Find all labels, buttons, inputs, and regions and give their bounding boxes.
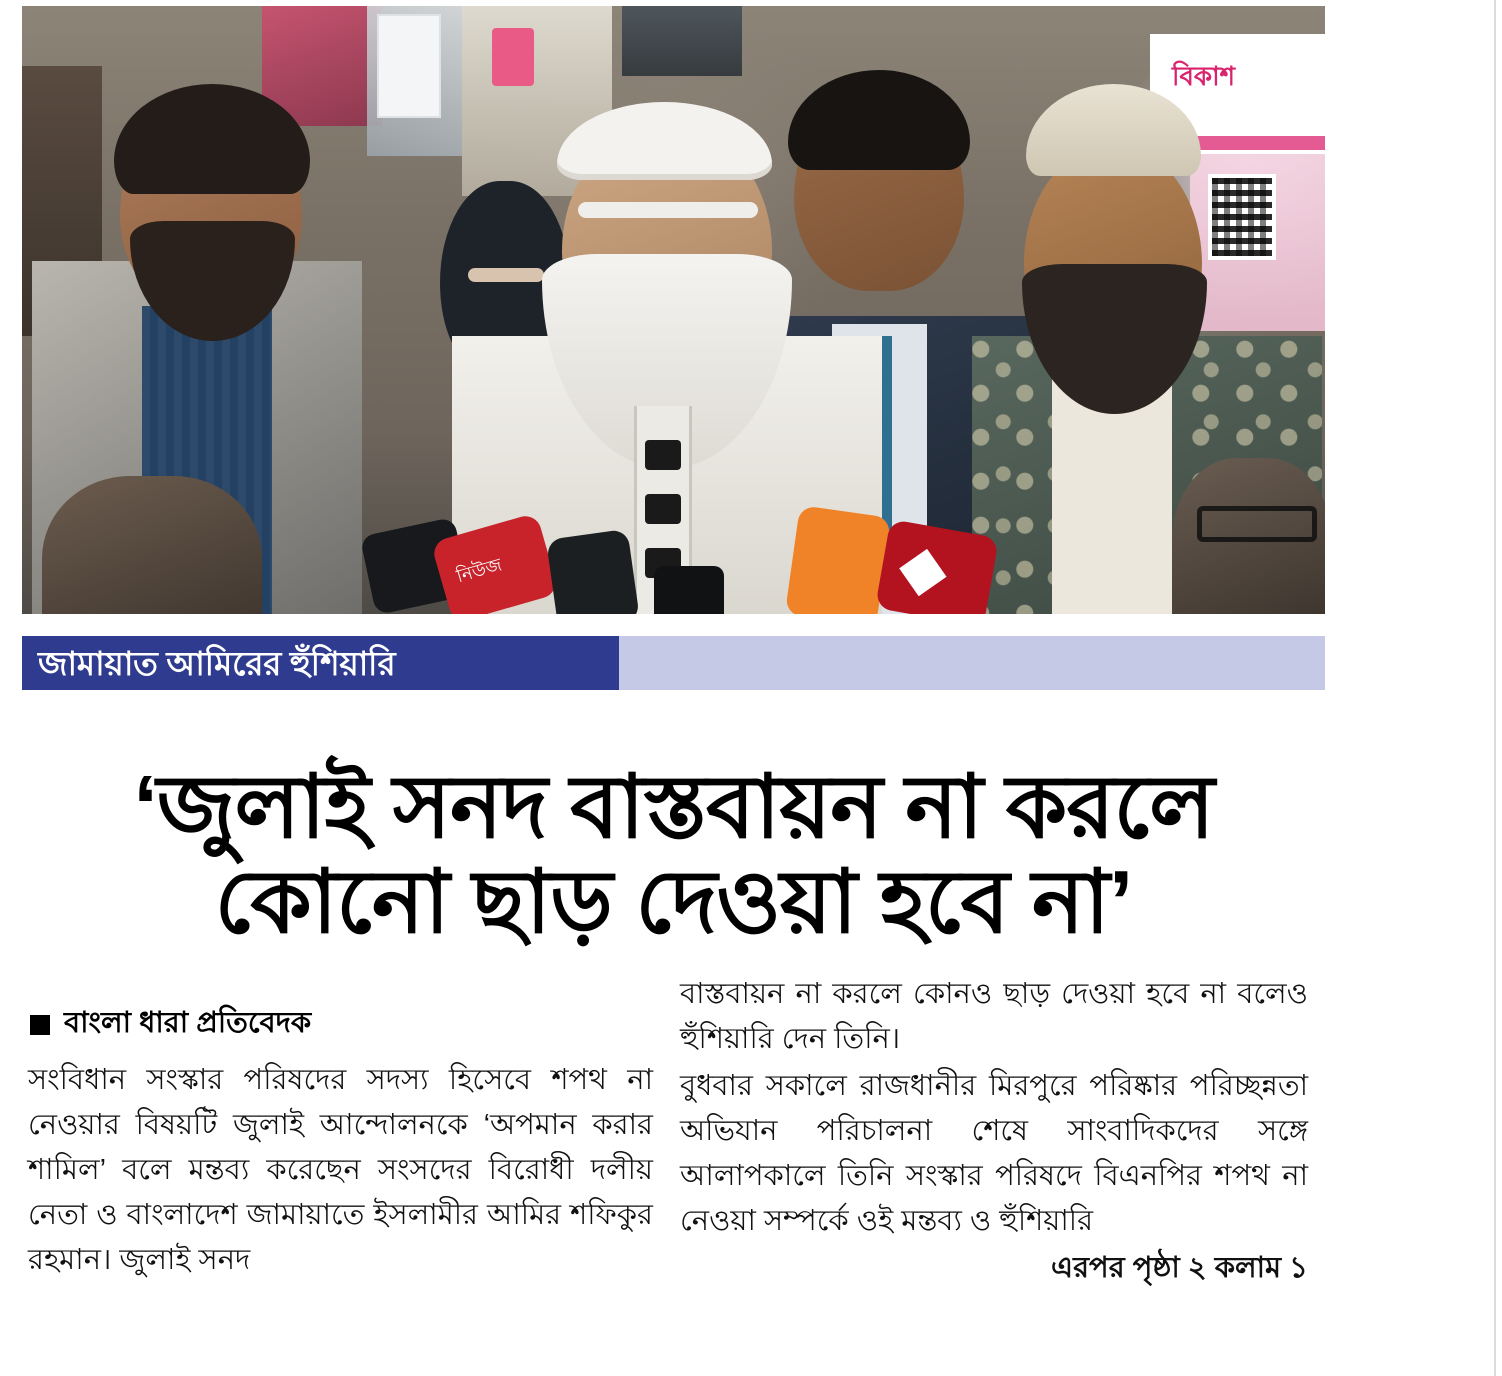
microphone-orange [785, 505, 891, 614]
shop-sign-c [377, 14, 441, 118]
body-paragraph: সংবিধান সংস্কার পরিষদের সদস্য হিসেবে শপথ না নেওয়ার বিষয়টি জুলাই আন্দোলনকে ‘অপমান করার শামিল’ বলে মন্তব্য করেছেন সংসদের বিরোধী দলীয় নেতা ও বাংলাদেশ জামায়াতে ইসলামীর আমির শফিকুর রহমান। জুলাই সনদ [28, 1064, 653, 1276]
headline-line-2: কোনো ছাড় দেওয়া হবে না’ [214, 851, 1133, 951]
person-back-hair [788, 70, 970, 170]
kicker-text: জামায়াত আমিরের হুঁশিয়ারি [38, 644, 396, 682]
shop-sign-e [622, 6, 742, 76]
kicker-band [22, 636, 1325, 690]
byline-text: বাংলা ধারা প্রতিবেদক [64, 1007, 312, 1039]
photo-background [22, 6, 1325, 614]
kicker-box [22, 636, 619, 690]
microphone-black-2 [546, 529, 640, 614]
glasses-icon [1197, 506, 1317, 542]
speaker-button-1 [645, 440, 681, 470]
jump-line: এরপর পৃষ্ঠা ২ কলাম ১ [1051, 1251, 1308, 1284]
microphone-black-3 [654, 566, 724, 614]
headline-line-1: ‘জুলাই সনদ বাস্তবায়ন না করলে [133, 756, 1214, 856]
page-right-rule [1494, 0, 1496, 1376]
speaker-button-2 [645, 494, 681, 524]
microphone-red-2-logo [899, 549, 946, 596]
bystander-niqab-eyes [468, 268, 544, 282]
bkash-sign-label: বিকাশ [1172, 61, 1236, 91]
body-column-left [28, 1058, 653, 1285]
body-paragraph: বুধবার সকালে রাজধানীর মিরপুরে পরিষ্কার পরিচ্ছন্নতা অভিযান পরিচালনা শেষে সাংবাদিকদের সঙ্গে আলাপকালে তিনি সংস্কার পরিষদে বিএনপির শপথ না নেওয়া সম্পর্কে ওই মন্তব্য ও হুঁশিয়ারি [680, 1069, 1308, 1237]
byline [30, 1000, 650, 1049]
news-photo [22, 6, 1325, 614]
speaker-brow [578, 202, 758, 218]
page-title [22, 756, 1325, 951]
microphone-red-1-label: নিউজ [454, 554, 504, 587]
body-paragraph: বাস্তবায়ন না করলে কোনও ছাড় দেওয়া হবে না বলেও হুঁশিয়ারি দেন তিনি। [680, 978, 1308, 1055]
bystander-bottom-left [42, 476, 262, 614]
qr-code-icon [1208, 174, 1276, 260]
shop-sign-f [492, 28, 534, 86]
byline-marker-icon [30, 1015, 50, 1035]
body-column-right [680, 972, 1308, 1293]
